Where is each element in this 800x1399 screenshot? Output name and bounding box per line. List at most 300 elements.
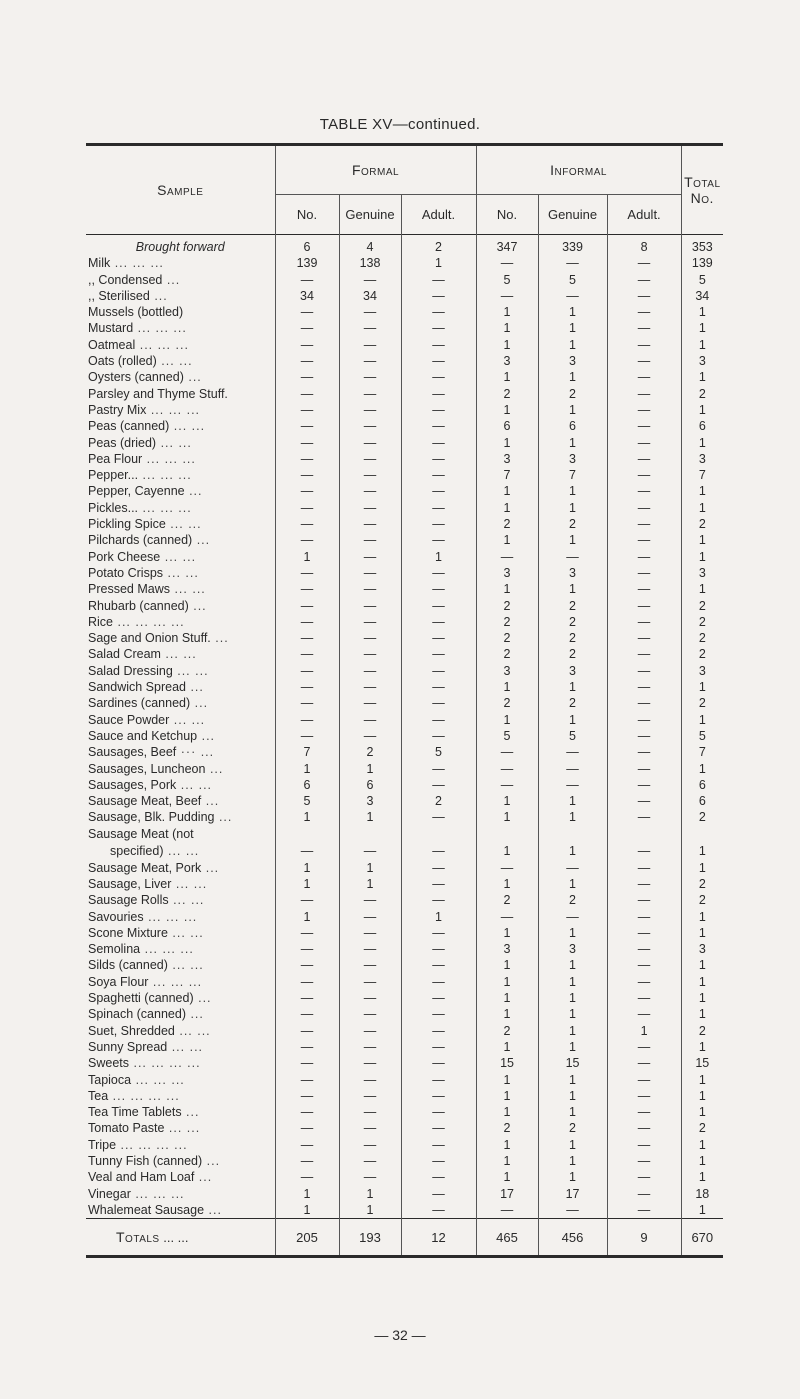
header-sample: Sample xyxy=(157,182,204,198)
table-cell: 7 xyxy=(275,744,339,760)
row-label xyxy=(86,1202,275,1219)
row-label xyxy=(86,1137,275,1153)
table-cell: 2 xyxy=(681,598,723,614)
table-cell: — xyxy=(607,793,681,809)
table-cell: — xyxy=(401,451,476,467)
table-cell: 18 xyxy=(681,1186,723,1202)
table-cell: — xyxy=(339,646,401,662)
table-cell: 1 xyxy=(538,304,607,320)
leader-dots: ... ... ... xyxy=(142,451,196,466)
table-cell: — xyxy=(401,630,476,646)
table-cell: — xyxy=(607,990,681,1006)
table-cell: — xyxy=(339,679,401,695)
table-cell: — xyxy=(607,925,681,941)
row-label xyxy=(86,941,275,957)
row-label-continued xyxy=(88,843,275,860)
leader-dots: ... ... xyxy=(168,893,205,908)
table-cell: 1 xyxy=(681,1006,723,1022)
leader-dots: ... ... xyxy=(160,549,197,564)
table-cell: — xyxy=(401,695,476,711)
table-row xyxy=(86,1186,723,1202)
table-cell: 2 xyxy=(476,1120,538,1136)
table-cell: 1 xyxy=(538,925,607,941)
table-cell: 6 xyxy=(275,235,339,256)
table-cell: — xyxy=(401,892,476,908)
table-cell: 1 xyxy=(275,809,339,825)
table-cell: 3 xyxy=(681,451,723,467)
table-row xyxy=(86,516,723,532)
table-cell: — xyxy=(401,679,476,695)
table-cell: 670 xyxy=(681,1219,723,1257)
table-cell: — xyxy=(476,777,538,793)
table-cell: 5 xyxy=(538,728,607,744)
table-cell: 2 xyxy=(681,892,723,908)
table-row xyxy=(86,876,723,892)
table-cell: 5 xyxy=(275,793,339,809)
table-cell: — xyxy=(275,1039,339,1055)
table-cell: 17 xyxy=(476,1186,538,1202)
row-label-text: Salad Cream xyxy=(88,647,161,662)
leader-dots: ... xyxy=(185,1007,204,1022)
row-label-text: Tripe xyxy=(88,1137,117,1152)
table-cell: — xyxy=(401,974,476,990)
table-cell: 1 xyxy=(476,990,538,1006)
table-row xyxy=(86,320,723,336)
table-cell: — xyxy=(275,467,339,483)
table-row xyxy=(86,451,723,467)
leader-dots: ... xyxy=(205,761,224,776)
table-cell: 34 xyxy=(275,288,339,304)
row-label xyxy=(86,1006,275,1022)
table-cell: 1 xyxy=(681,532,723,548)
totals-dots: ... ... xyxy=(159,1230,189,1246)
table-cell: — xyxy=(275,974,339,990)
leader-dots: ... xyxy=(204,1202,222,1217)
table-cell: — xyxy=(607,1153,681,1169)
table-cell: 1 xyxy=(607,1023,681,1039)
row-label-text: Sauce and Ketchup xyxy=(88,728,198,743)
table-cell: 1 xyxy=(681,1104,723,1120)
row-label xyxy=(86,304,275,320)
row-label xyxy=(86,500,275,516)
totals-label xyxy=(86,1219,275,1257)
table-cell: — xyxy=(339,892,401,908)
table-cell: 6 xyxy=(681,777,723,793)
table-cell: — xyxy=(607,646,681,662)
table-cell: — xyxy=(275,483,339,499)
table-cell: — xyxy=(401,402,476,418)
table-row xyxy=(86,1137,723,1153)
table-cell: 2 xyxy=(538,1120,607,1136)
row-label xyxy=(86,549,275,565)
table-cell: 1 xyxy=(681,1088,723,1104)
row-label xyxy=(86,1072,275,1088)
table-cell: 2 xyxy=(401,793,476,809)
table-cell: 1 xyxy=(681,435,723,451)
table-cell: — xyxy=(607,1006,681,1022)
table-cell: 2 xyxy=(476,892,538,908)
table-cell: 1 xyxy=(681,304,723,320)
table-cell: 2 xyxy=(681,809,723,825)
table-cell: — xyxy=(339,1169,401,1185)
table-cell: 5 xyxy=(401,744,476,760)
table-cell: 1 xyxy=(538,320,607,336)
row-label-text: Parsley and Thyme Stuff. xyxy=(88,386,228,401)
row-label xyxy=(86,1120,275,1136)
table-cell: 1 xyxy=(538,337,607,353)
table-cell: — xyxy=(339,663,401,679)
page-number: — 32 — xyxy=(374,1327,426,1343)
table-cell: — xyxy=(275,320,339,336)
row-label xyxy=(86,337,275,353)
table-cell: — xyxy=(607,435,681,451)
row-label-text: Pork Cheese xyxy=(88,549,161,564)
table-row xyxy=(86,761,723,777)
table-cell: 2 xyxy=(681,630,723,646)
table-cell: 1 xyxy=(476,1153,538,1169)
row-label-text: Sausage, Blk. Pudding xyxy=(88,810,215,825)
table-cell: — xyxy=(476,1202,538,1219)
row-label-text: Sausage Rolls xyxy=(88,893,169,908)
table-cell: 34 xyxy=(339,288,401,304)
header-informal: Informal xyxy=(476,145,681,195)
leader-dots: ... ... xyxy=(167,958,204,973)
row-label-text: Spinach (canned) xyxy=(88,1007,186,1022)
row-label-text: Sausage Meat, Beef xyxy=(88,794,202,809)
table-row xyxy=(86,402,723,418)
leader-dots: ... ... xyxy=(167,1039,204,1054)
table-cell: — xyxy=(401,1169,476,1185)
row-label xyxy=(86,761,275,777)
leader-dots: ... xyxy=(188,598,207,613)
table-row xyxy=(86,1169,723,1185)
table-cell: — xyxy=(401,712,476,728)
leader-dots: ... ... ... xyxy=(110,256,164,271)
leader-dots: ... xyxy=(181,1105,200,1120)
table-cell: 2 xyxy=(476,614,538,630)
table-cell: 1 xyxy=(681,483,723,499)
table-cell: 139 xyxy=(681,255,723,271)
row-label-text: Scone Mixture xyxy=(88,925,168,940)
leader-dots: ... ... ... xyxy=(146,402,201,417)
table-cell: — xyxy=(339,925,401,941)
table-cell: — xyxy=(339,957,401,973)
leader-dots: ... xyxy=(184,484,203,499)
table-cell: 2 xyxy=(476,598,538,614)
table-cell: — xyxy=(538,860,607,876)
table-cell: — xyxy=(339,304,401,320)
leader-dots: ... ... ... xyxy=(130,1186,185,1201)
table-cell: — xyxy=(607,860,681,876)
table-cell: — xyxy=(607,402,681,418)
row-label xyxy=(86,957,275,973)
table-cell: — xyxy=(607,679,681,695)
row-label xyxy=(86,892,275,908)
table-cell: 2 xyxy=(476,516,538,532)
table-cell: 1 xyxy=(339,876,401,892)
table-cell: — xyxy=(401,272,476,288)
row-label-text: Sausage Meat (not xyxy=(88,826,194,841)
table-row xyxy=(86,809,723,825)
table-row xyxy=(86,386,723,402)
leader-dots: ... xyxy=(193,991,212,1006)
table-cell: — xyxy=(401,761,476,777)
table-cell: 1 xyxy=(275,1202,339,1219)
table-cell: — xyxy=(607,614,681,630)
table-cell: — xyxy=(607,630,681,646)
table-cell: — xyxy=(607,598,681,614)
leader-dots: ... xyxy=(183,370,202,385)
table-cell: 2 xyxy=(681,386,723,402)
data-table xyxy=(86,143,723,1258)
table-cell: 1 xyxy=(538,1104,607,1120)
leader-dots: ... ... ... ... xyxy=(108,1088,180,1103)
table-cell: 205 xyxy=(275,1219,339,1257)
table-cell: — xyxy=(339,418,401,434)
table-row xyxy=(86,630,723,646)
leader-dots: ... ... xyxy=(167,925,204,940)
leader-dots: ... ... xyxy=(160,647,197,662)
table-cell: — xyxy=(607,353,681,369)
row-label xyxy=(86,909,275,925)
row-label-text: Soya Flour xyxy=(88,974,149,989)
table-cell: — xyxy=(401,1055,476,1071)
table-row xyxy=(86,353,723,369)
table-cell: — xyxy=(607,1137,681,1153)
table-cell: — xyxy=(275,1153,339,1169)
row-label xyxy=(86,990,275,1006)
table-cell: — xyxy=(607,712,681,728)
leader-dots: ... ... xyxy=(163,565,199,580)
table-row xyxy=(86,369,723,385)
table-cell: — xyxy=(339,402,401,418)
table-row xyxy=(86,614,723,630)
table-cell: 5 xyxy=(681,272,723,288)
table-cell: — xyxy=(401,320,476,336)
table-cell: — xyxy=(275,1006,339,1022)
table-row xyxy=(86,646,723,662)
row-label-text: Sandwich Spread xyxy=(88,680,186,695)
leader-dots: ... xyxy=(190,696,209,711)
table-cell: 1 xyxy=(538,957,607,973)
row-label xyxy=(86,860,275,876)
row-label-text: Mustard xyxy=(88,321,134,336)
row-label-text: Sardines (canned) xyxy=(88,696,191,711)
table-cell: — xyxy=(607,304,681,320)
table-cell: — xyxy=(607,809,681,825)
leader-dots: ... ... ... xyxy=(138,500,192,515)
table-cell: — xyxy=(607,957,681,973)
table-cell: 6 xyxy=(339,777,401,793)
table-cell: — xyxy=(401,614,476,630)
row-label xyxy=(86,255,275,271)
table-row xyxy=(86,549,723,565)
table-cell: 1 xyxy=(275,761,339,777)
row-label xyxy=(86,1169,275,1185)
table-cell: — xyxy=(607,255,681,271)
table-cell: 1 xyxy=(339,761,401,777)
table-cell: — xyxy=(401,1088,476,1104)
table-cell: — xyxy=(607,1055,681,1071)
table-cell: 1 xyxy=(681,1039,723,1055)
table-cell: 5 xyxy=(538,272,607,288)
leader-dots: ... ... xyxy=(176,777,213,792)
header-total: Total No. xyxy=(681,145,723,235)
table-cell: — xyxy=(275,402,339,418)
table-cell: — xyxy=(275,532,339,548)
leader-dots: ... ... xyxy=(171,876,208,891)
leader-dots: ... xyxy=(185,680,204,695)
leader-dots: ... ... xyxy=(174,1023,211,1038)
table-cell: — xyxy=(401,1023,476,1039)
table-cell: 1 xyxy=(476,581,538,597)
row-label xyxy=(86,451,275,467)
leader-dots: ... ... ... xyxy=(131,1072,185,1087)
table-cell: — xyxy=(275,353,339,369)
table-row-totals xyxy=(86,1219,723,1257)
table-cell: 138 xyxy=(339,255,401,271)
table-cell: — xyxy=(401,598,476,614)
table-cell: — xyxy=(275,565,339,581)
table-title: TABLE XV—continued. xyxy=(319,116,481,133)
table-cell: — xyxy=(275,581,339,597)
table-cell: — xyxy=(476,288,538,304)
row-label xyxy=(86,646,275,662)
table-cell: — xyxy=(339,1137,401,1153)
table-cell: 1 xyxy=(476,876,538,892)
table-cell: 1 xyxy=(681,761,723,777)
leader-dots: ... ... xyxy=(165,517,202,532)
table-cell: — xyxy=(476,744,538,760)
table-cell: — xyxy=(538,909,607,925)
table-cell: 6 xyxy=(476,418,538,434)
table-cell: 2 xyxy=(681,516,723,532)
row-label xyxy=(86,1104,275,1120)
table-cell: 2 xyxy=(476,1023,538,1039)
table-cell: — xyxy=(401,663,476,679)
table-cell: — xyxy=(401,925,476,941)
table-cell: — xyxy=(275,598,339,614)
table-row xyxy=(86,728,723,744)
table-cell: 3 xyxy=(538,353,607,369)
table-cell: 1 xyxy=(275,549,339,565)
table-cell: — xyxy=(538,549,607,565)
table-cell: — xyxy=(607,272,681,288)
table-row xyxy=(86,483,723,499)
table-row xyxy=(86,909,723,925)
table-cell: 1 xyxy=(476,1072,538,1088)
row-label xyxy=(86,483,275,499)
leader-dots: ... xyxy=(149,288,168,303)
table-cell: — xyxy=(401,483,476,499)
table-cell: 1 xyxy=(538,974,607,990)
table-cell: 1 xyxy=(538,402,607,418)
table-cell: — xyxy=(476,549,538,565)
table-row xyxy=(86,826,723,860)
table-cell: — xyxy=(401,809,476,825)
table-cell: — xyxy=(275,892,339,908)
header-informal-no: No. xyxy=(476,195,538,235)
table-cell: — xyxy=(401,1006,476,1022)
table-row xyxy=(86,467,723,483)
table-cell: 3 xyxy=(681,565,723,581)
table-cell: — xyxy=(275,990,339,1006)
table-row xyxy=(86,1072,723,1088)
table-cell: — xyxy=(275,337,339,353)
table-row xyxy=(86,925,723,941)
table-row xyxy=(86,679,723,695)
table-cell: 7 xyxy=(681,467,723,483)
row-label xyxy=(86,418,275,434)
row-label xyxy=(86,679,275,695)
table-cell: 1 xyxy=(681,1202,723,1219)
table-cell: — xyxy=(607,320,681,336)
table-cell: 1 xyxy=(476,925,538,941)
table-cell: — xyxy=(401,1202,476,1219)
table-cell: 6 xyxy=(681,793,723,809)
table-cell: 1 xyxy=(275,860,339,876)
table-row xyxy=(86,532,723,548)
row-label-text: Semolina xyxy=(88,942,141,957)
row-label-text: ,, Sterilised xyxy=(88,288,150,303)
leader-dots: ... ... xyxy=(172,663,209,678)
table-cell: — xyxy=(275,1169,339,1185)
table-cell: 1 xyxy=(681,974,723,990)
table-cell: 1 xyxy=(275,876,339,892)
table-row xyxy=(86,793,723,809)
table-cell: — xyxy=(607,761,681,777)
table-cell: 6 xyxy=(275,777,339,793)
row-label xyxy=(86,614,275,630)
table-cell: — xyxy=(607,777,681,793)
table-cell: 1 xyxy=(538,581,607,597)
table-cell: — xyxy=(275,1120,339,1136)
table-cell: 12 xyxy=(401,1219,476,1257)
table-row xyxy=(86,435,723,451)
table-cell: — xyxy=(275,1104,339,1120)
table-cell: — xyxy=(339,630,401,646)
table-cell: — xyxy=(275,435,339,451)
table-cell: — xyxy=(607,1039,681,1055)
table-cell: 2 xyxy=(476,630,538,646)
table-cell: 2 xyxy=(681,646,723,662)
row-label xyxy=(86,1055,275,1071)
row-label-text: Salad Dressing xyxy=(88,663,173,678)
row-label-text: Veal and Ham Loaf xyxy=(88,1170,195,1185)
table-cell: — xyxy=(275,1088,339,1104)
row-label-text: Sausage, Liver xyxy=(88,876,172,891)
table-cell: 1 xyxy=(476,1088,538,1104)
table-cell: — xyxy=(607,418,681,434)
table-cell: — xyxy=(339,320,401,336)
leader-dots: ... xyxy=(194,1170,213,1185)
table-cell: — xyxy=(401,990,476,1006)
row-label xyxy=(86,744,275,760)
table-cell: — xyxy=(607,892,681,908)
table-cell: — xyxy=(401,728,476,744)
table-row xyxy=(86,1104,723,1120)
table-cell: 1 xyxy=(681,1137,723,1153)
row-label-text: Savouries xyxy=(88,909,144,924)
table-cell: — xyxy=(401,353,476,369)
table-cell: — xyxy=(401,369,476,385)
table-cell: — xyxy=(401,565,476,581)
table-cell: — xyxy=(275,925,339,941)
table-cell: — xyxy=(401,288,476,304)
table-cell: 1 xyxy=(401,255,476,271)
table-cell: — xyxy=(275,679,339,695)
table-cell: — xyxy=(275,826,339,860)
